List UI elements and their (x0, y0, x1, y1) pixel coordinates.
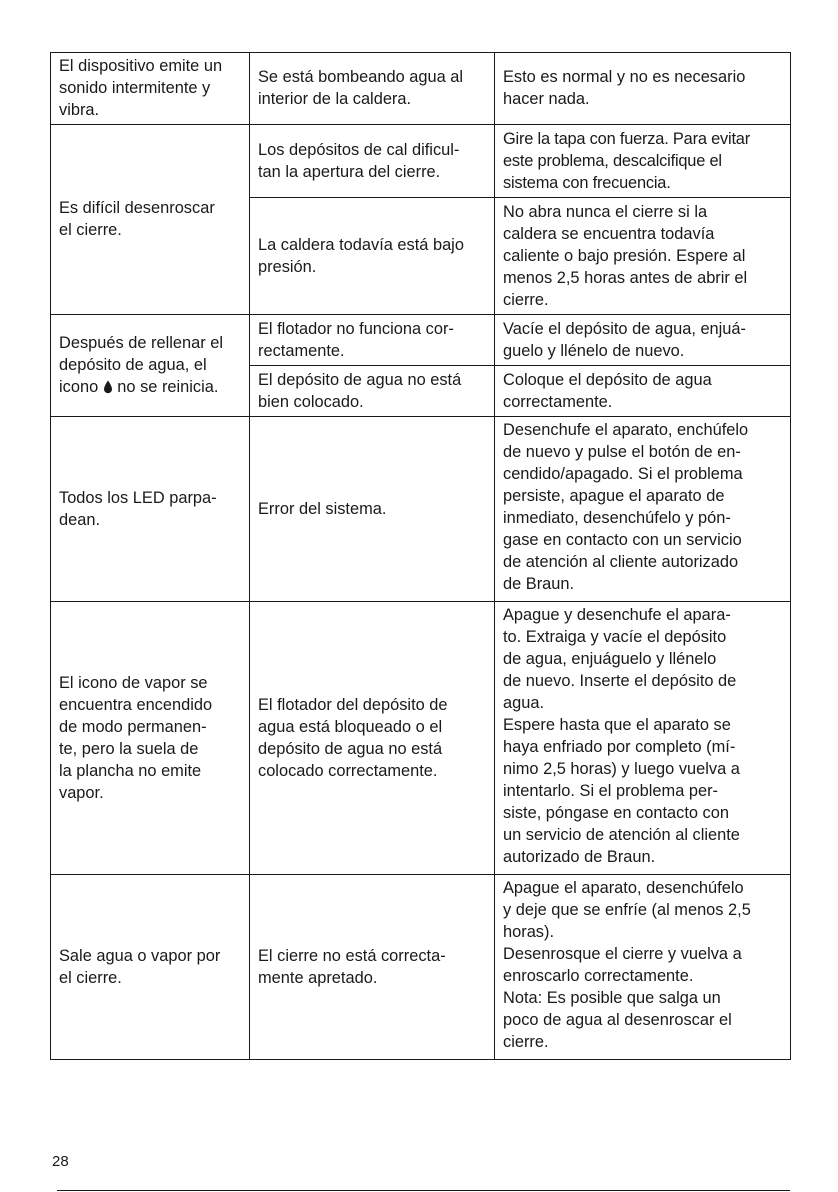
symptom-cell: Sale agua o vapor por el cierre. (51, 875, 250, 1060)
symptom-text: no se reinicia. (112, 378, 219, 396)
symptom-cell (51, 315, 250, 417)
symptom-cell: El icono de vapor se encuentra encendido de modo permanen- te, pero la suela de la plancha no emite vapor. (51, 602, 250, 875)
cause-cell: Error del sistema. (250, 417, 495, 602)
cause-cell: El cierre no está correcta- mente apretado. (250, 875, 495, 1060)
symptom-text: Después de rellenar el depósito de agua, el icono (59, 334, 224, 396)
cause-cell: La caldera todavía está bajo presión. (250, 198, 495, 315)
solution-cell: Gire la tapa con fuerza. Para evitar este problema, descalcifique el sistema con frecuencia. (495, 125, 791, 198)
table-row (51, 417, 791, 602)
page-number: 28 (52, 1153, 69, 1170)
solution-cell: Coloque el depósito de agua correctamente. (495, 366, 791, 417)
solution-cell: No abra nunca el cierre si la caldera se encuentra todavía caliente o bajo presión. Espere al menos 2,5 horas antes de abrir el cierre. (495, 198, 791, 315)
footer-divider (57, 1190, 790, 1191)
cause-cell: El flotador no funciona cor- rectamente. (250, 315, 495, 366)
symptom-cell: Todos los LED parpa- dean. (51, 417, 250, 602)
cause-cell: Se está bombeando agua al interior de la caldera. (250, 53, 495, 125)
solution-cell: Apague el aparato, desenchúfelo y deje que se enfríe (al menos 2,5 horas). Desenrosque el cierre y vuelva a enroscarlo correctamente. Nota: Es posible que salga un poco de agua al desenroscar el cierre. (495, 875, 791, 1060)
troubleshooting-table (50, 52, 791, 1060)
symptom-cell: El dispositivo emite un sonido intermitente y vibra. (51, 53, 250, 125)
table-row (51, 875, 791, 1060)
symptom-cell: Es difícil desenroscar el cierre. (51, 125, 250, 315)
solution-cell: Desenchufe el aparato, enchúfelo de nuevo y pulse el botón de en- cendido/apagado. Si el problema persiste, apague el aparato de inmediato, desenchúfelo y pón- gase en contacto con un servicio de atención al cliente autorizado de Braun. (495, 417, 791, 602)
cause-cell: El depósito de agua no está bien colocado. (250, 366, 495, 417)
table-row (51, 53, 791, 125)
water-drop-icon (103, 380, 113, 394)
solution-cell: Vacíe el depósito de agua, enjuá- guelo y llénelo de nuevo. (495, 315, 791, 366)
solution-cell: Esto es normal y no es necesario hacer nada. (495, 53, 791, 125)
cause-cell: Los depósitos de cal dificul- tan la apertura del cierre. (250, 125, 495, 198)
table-row (51, 315, 791, 366)
solution-cell: Apague y desenchufe el apara- to. Extraiga y vacíe el depósito de agua, enjuáguelo y llénelo de nuevo. Inserte el depósito de agua. Espere hasta que el aparato se haya enfriado por completo (mí- nimo 2,5 horas) y luego vuelva a intentarlo. Si el problema per- siste, póngase en contacto con un servicio de atención al cliente autorizado de Braun. (495, 602, 791, 875)
table-row (51, 125, 791, 198)
table-row (51, 602, 791, 875)
cause-cell: El flotador del depósito de agua está bloqueado o el depósito de agua no está colocado correctamente. (250, 602, 495, 875)
